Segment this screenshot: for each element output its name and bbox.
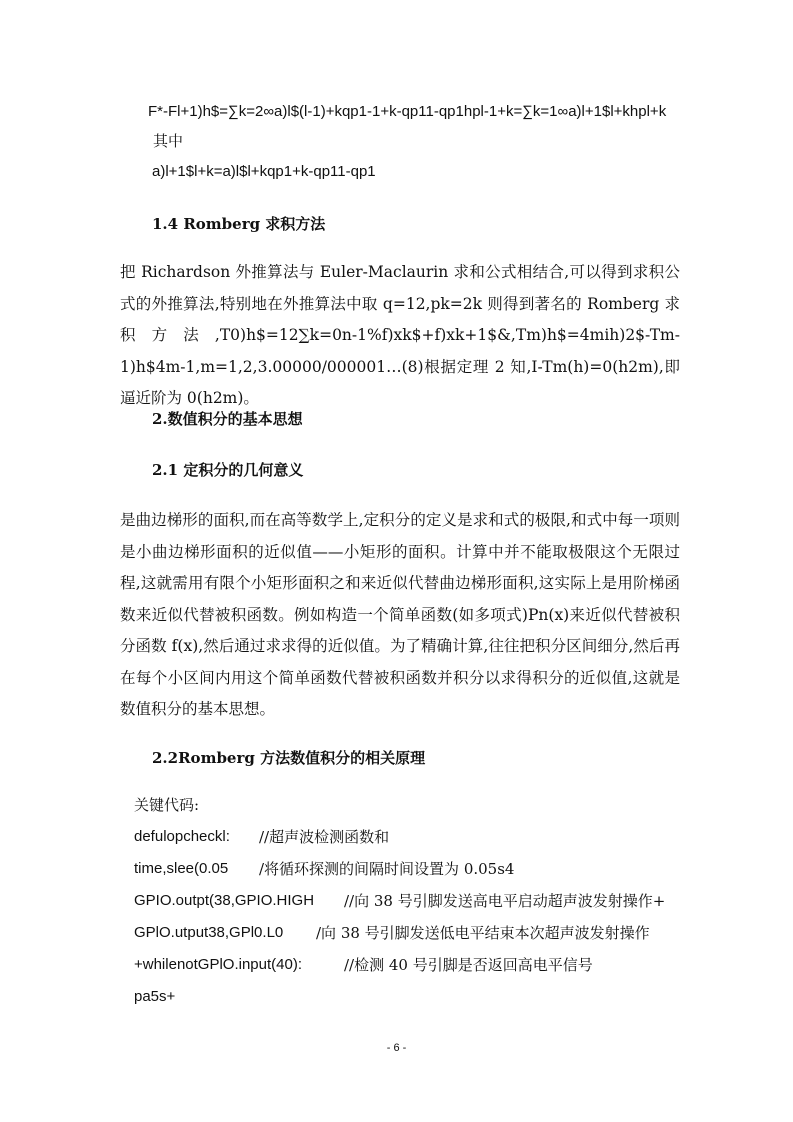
code-text: pa5s+ bbox=[134, 988, 176, 1005]
code-line bbox=[134, 891, 665, 911]
code-line bbox=[134, 987, 175, 1007]
section-2-1-heading: 2.1 定积分的几何意义 bbox=[152, 461, 304, 479]
section-2-2-heading: 2.2Romberg 方法数值积分的相关原理 bbox=[152, 749, 426, 767]
section-2-heading: 2.数值积分的基本思想 bbox=[152, 410, 303, 428]
formula-line-2: a)l+1$l+k=a)l$l+kqp1+k-qp11-qp1 bbox=[152, 163, 376, 180]
code-text: +whilenotGPlO.input(40): bbox=[134, 956, 303, 973]
code-comment: //超声波检测函数和 bbox=[259, 828, 390, 846]
code-line bbox=[134, 955, 593, 975]
section-1-4-heading: 1.4 Romberg 求积方法 bbox=[152, 215, 326, 233]
code-text: defulopcheckl: bbox=[134, 828, 230, 845]
code-comment: /向 38 号引脚发送低电平结束本次超声波发射操作 bbox=[316, 924, 650, 942]
code-text: GPlO.utput38,GPl0.L0 bbox=[134, 924, 284, 941]
formula-line-1: F*-Fl+1)h$=∑k=2∞a)l$(l-1)+kqp1-1+k-qp11-qp1hpl-1+k=∑k=1∞a)l+1$l+khpl+k bbox=[148, 103, 667, 120]
section-1-4-paragraph: 把 Richardson 外推算法与 Euler-Maclaurin 求和公式相结合,可以得到求积公式的外推算法,特别地在外推算法中取 q=12,pk=2k 则得到著名的 Romberg 求积方法,T0)h$=12∑k=0n-1%f)xk$+f)xk+1$&,Tm)h$=4mih)2$-Tm-1)h$4m-1,m=1,2,3.00000/000001…(8)根据定理 2 知,I-Tm(h)=0(h2m),即逼近阶为 0(h2m)。 bbox=[120, 263, 680, 407]
code-line bbox=[134, 827, 389, 847]
code-text: time,slee(0.05 bbox=[134, 860, 229, 877]
code-label: 关键代码: bbox=[134, 796, 200, 814]
code-comment: //检测 40 号引脚是否返回高电平信号 bbox=[344, 956, 593, 974]
page-number: - 6 - bbox=[386, 1042, 407, 1054]
section-2-1-paragraph: 是曲边梯形的面积,而在高等数学上,定积分的定义是求和式的极限,和式中每一项则是小曲边梯形面积的近似值——小矩形的面积。计算中并不能取极限这个无限过程,这就需用有限个小矩形面积之和来近似代替曲边梯形面积,这实际上是用阶梯函数来近似代替被积函数。例如构造一个简单函数(如多项式)Pn(x)来近似代替被积分函数 f(x),然后通过求求得的近似值。为了精确计算,往往把积分区间细分,然后再在每个小区间内用这个简单函数代替被积函数并积分以求得积分的近似值,这就是数值积分的基本思想。 bbox=[120, 511, 680, 718]
code-text: GPIO.outpt(38,GPIO.HIGH bbox=[134, 892, 315, 909]
code-line bbox=[134, 859, 514, 879]
code-comment: //向 38 号引脚发送高电平启动超声波发射操作+ bbox=[344, 892, 666, 910]
code-line bbox=[134, 923, 650, 943]
formula-label: 其中 bbox=[153, 132, 184, 150]
code-comment: /将循环探测的间隔时间设置为 0.05s4 bbox=[259, 860, 515, 878]
